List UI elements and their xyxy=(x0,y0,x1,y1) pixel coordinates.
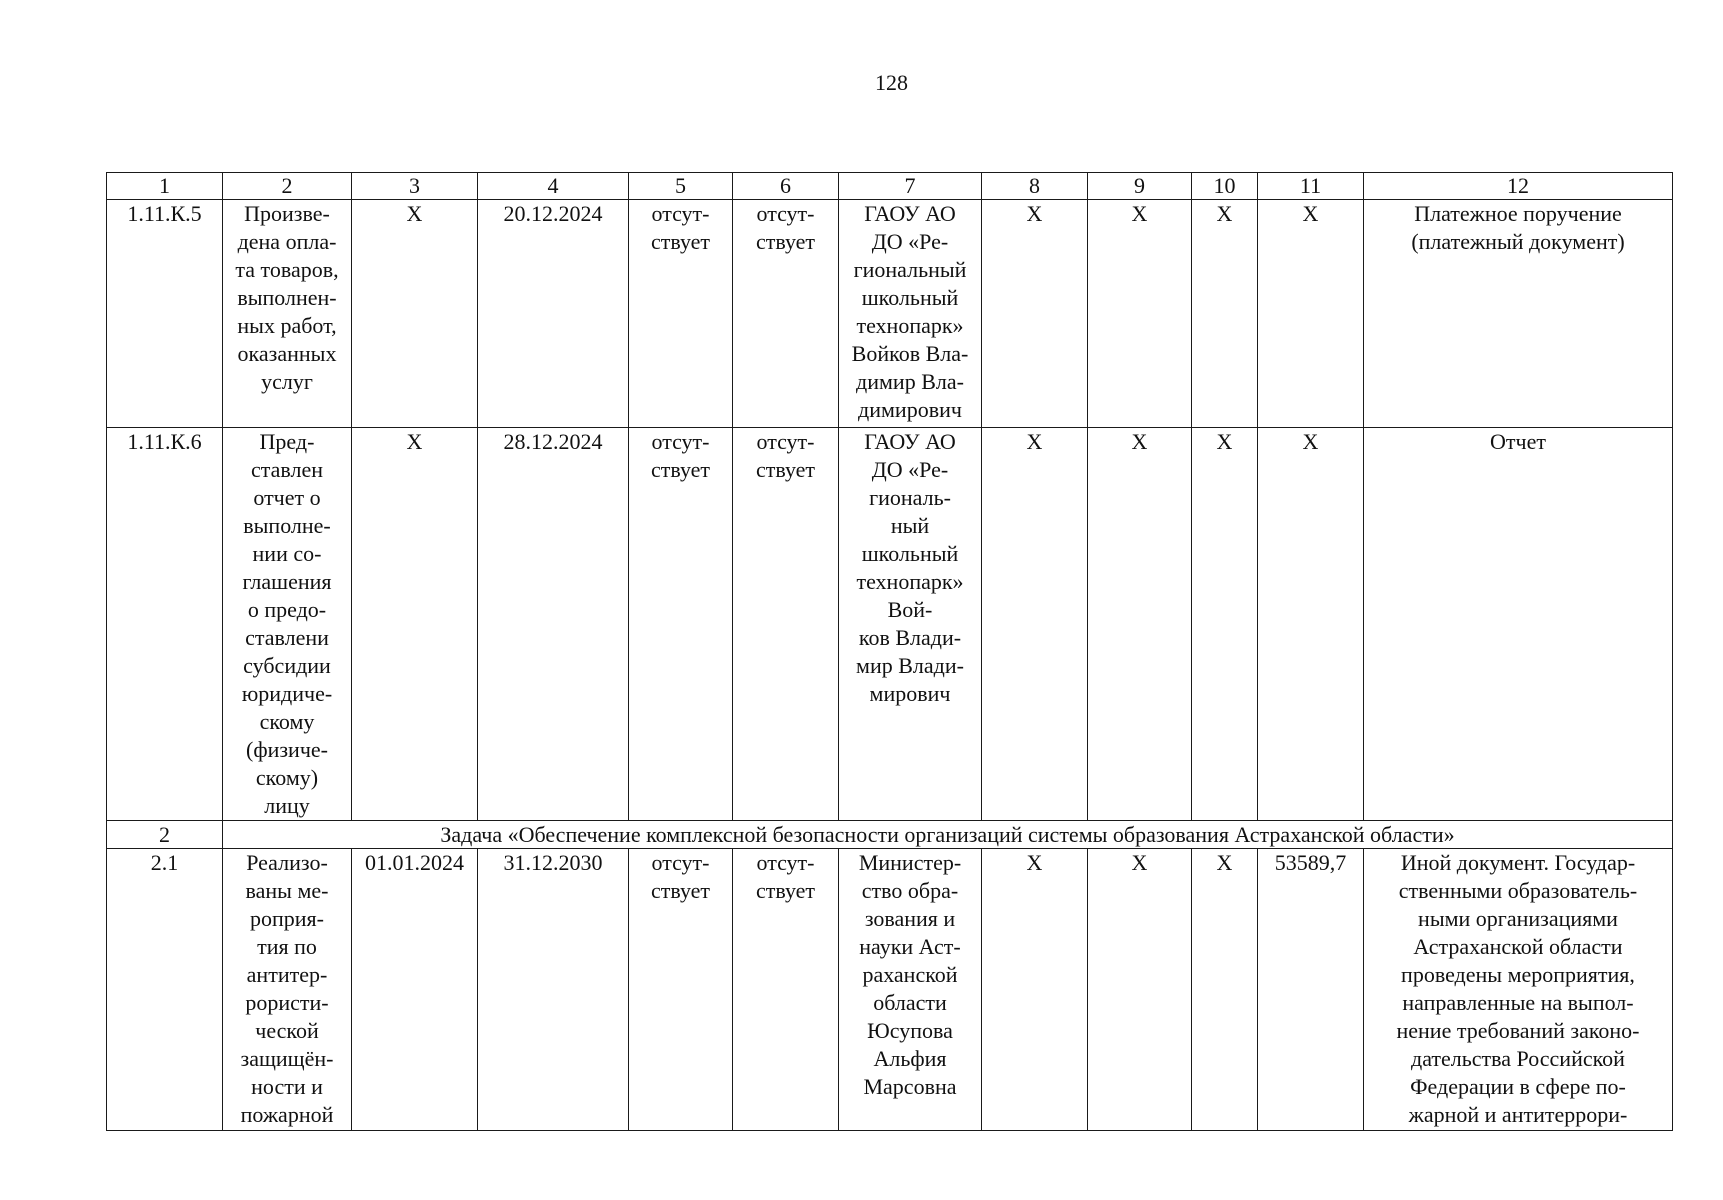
table-row xyxy=(107,200,1673,428)
table-header-row xyxy=(107,173,1673,200)
table-cell: Иной документ. Государ- ственными образователь- ными организациями Астраханской области проведены мероприятия, направленные на выпол- нение требований законо- дательства Российской Федерации в сфере по- жарной и антитеррори- xyxy=(1364,849,1673,1131)
table-cell: 53589,7 xyxy=(1258,849,1364,1131)
table-cell: 28.12.2024 xyxy=(478,428,629,821)
table-cell: Реализо- ваны ме- роприя- тия по антитер- рористи- ческой защищён- ности и пожарной xyxy=(223,849,352,1131)
table-cell: X xyxy=(1192,428,1258,821)
header-cell: 9 xyxy=(1088,173,1192,200)
header-cell: 12 xyxy=(1364,173,1673,200)
table-cell: X xyxy=(352,200,478,428)
task-number: 2 xyxy=(107,821,223,849)
table-cell: 01.01.2024 xyxy=(352,849,478,1131)
table-cell: отсут- ствует xyxy=(629,428,733,821)
table-cell: отсут- ствует xyxy=(733,849,839,1131)
table-cell: X xyxy=(1192,849,1258,1131)
table-cell: X xyxy=(1088,200,1192,428)
table-cell: X xyxy=(1088,428,1192,821)
table-cell: Произве- дена опла- та товаров, выполнен- ных работ, оказанных услуг xyxy=(223,200,352,428)
page-number: 128 xyxy=(875,70,908,95)
header-cell: 6 xyxy=(733,173,839,200)
table-cell: отсут- ствует xyxy=(629,200,733,428)
task-row xyxy=(107,821,1673,849)
table-cell: 31.12.2030 xyxy=(478,849,629,1131)
table-cell: Отчет xyxy=(1364,428,1673,821)
table-cell: ГАОУ АО ДО «Ре- гиональ- ный школьный технопарк» Вой- ков Влади- мир Влади- мирович xyxy=(839,428,982,821)
table-cell: 1.11.К.5 xyxy=(107,200,223,428)
table-cell: X xyxy=(1258,428,1364,821)
header-cell: 10 xyxy=(1192,173,1258,200)
table-cell: X xyxy=(982,849,1088,1131)
table-cell: отсут- ствует xyxy=(733,428,839,821)
header-cell: 1 xyxy=(107,173,223,200)
table-cell: отсут- ствует xyxy=(733,200,839,428)
header-cell: 4 xyxy=(478,173,629,200)
header-cell: 3 xyxy=(352,173,478,200)
table-cell: отсут- ствует xyxy=(629,849,733,1131)
header-cell: 7 xyxy=(839,173,982,200)
task-title: Задача «Обеспечение комплексной безопасности организаций системы образования Астраханской области» xyxy=(223,821,1673,849)
header-cell: 2 xyxy=(223,173,352,200)
table-cell: Платежное поручение (платежный документ) xyxy=(1364,200,1673,428)
document-table xyxy=(106,172,1673,1131)
table-cell: ГАОУ АО ДО «Ре- гиональный школьный технопарк» Войков Вла- димир Вла- димирович xyxy=(839,200,982,428)
table-cell: 20.12.2024 xyxy=(478,200,629,428)
table-cell: Министер- ство обра- зования и науки Аст- раханской области Юсупова Альфия Марсовна xyxy=(839,849,982,1131)
table-cell: X xyxy=(1258,200,1364,428)
table-cell: X xyxy=(1088,849,1192,1131)
table-cell: X xyxy=(1192,200,1258,428)
header-cell: 5 xyxy=(629,173,733,200)
table-row xyxy=(107,849,1673,1131)
table-cell: X xyxy=(982,428,1088,821)
table-cell: X xyxy=(352,428,478,821)
header-cell: 11 xyxy=(1258,173,1364,200)
table-row xyxy=(107,428,1673,821)
table-cell: X xyxy=(982,200,1088,428)
table-cell: Пред- ставлен отчет о выполне- нии со- глашения о предо- ставлени субсидии юридиче- скому (физиче- скому) лицу xyxy=(223,428,352,821)
table-cell: 2.1 xyxy=(107,849,223,1131)
header-cell: 8 xyxy=(982,173,1088,200)
table-cell: 1.11.К.6 xyxy=(107,428,223,821)
